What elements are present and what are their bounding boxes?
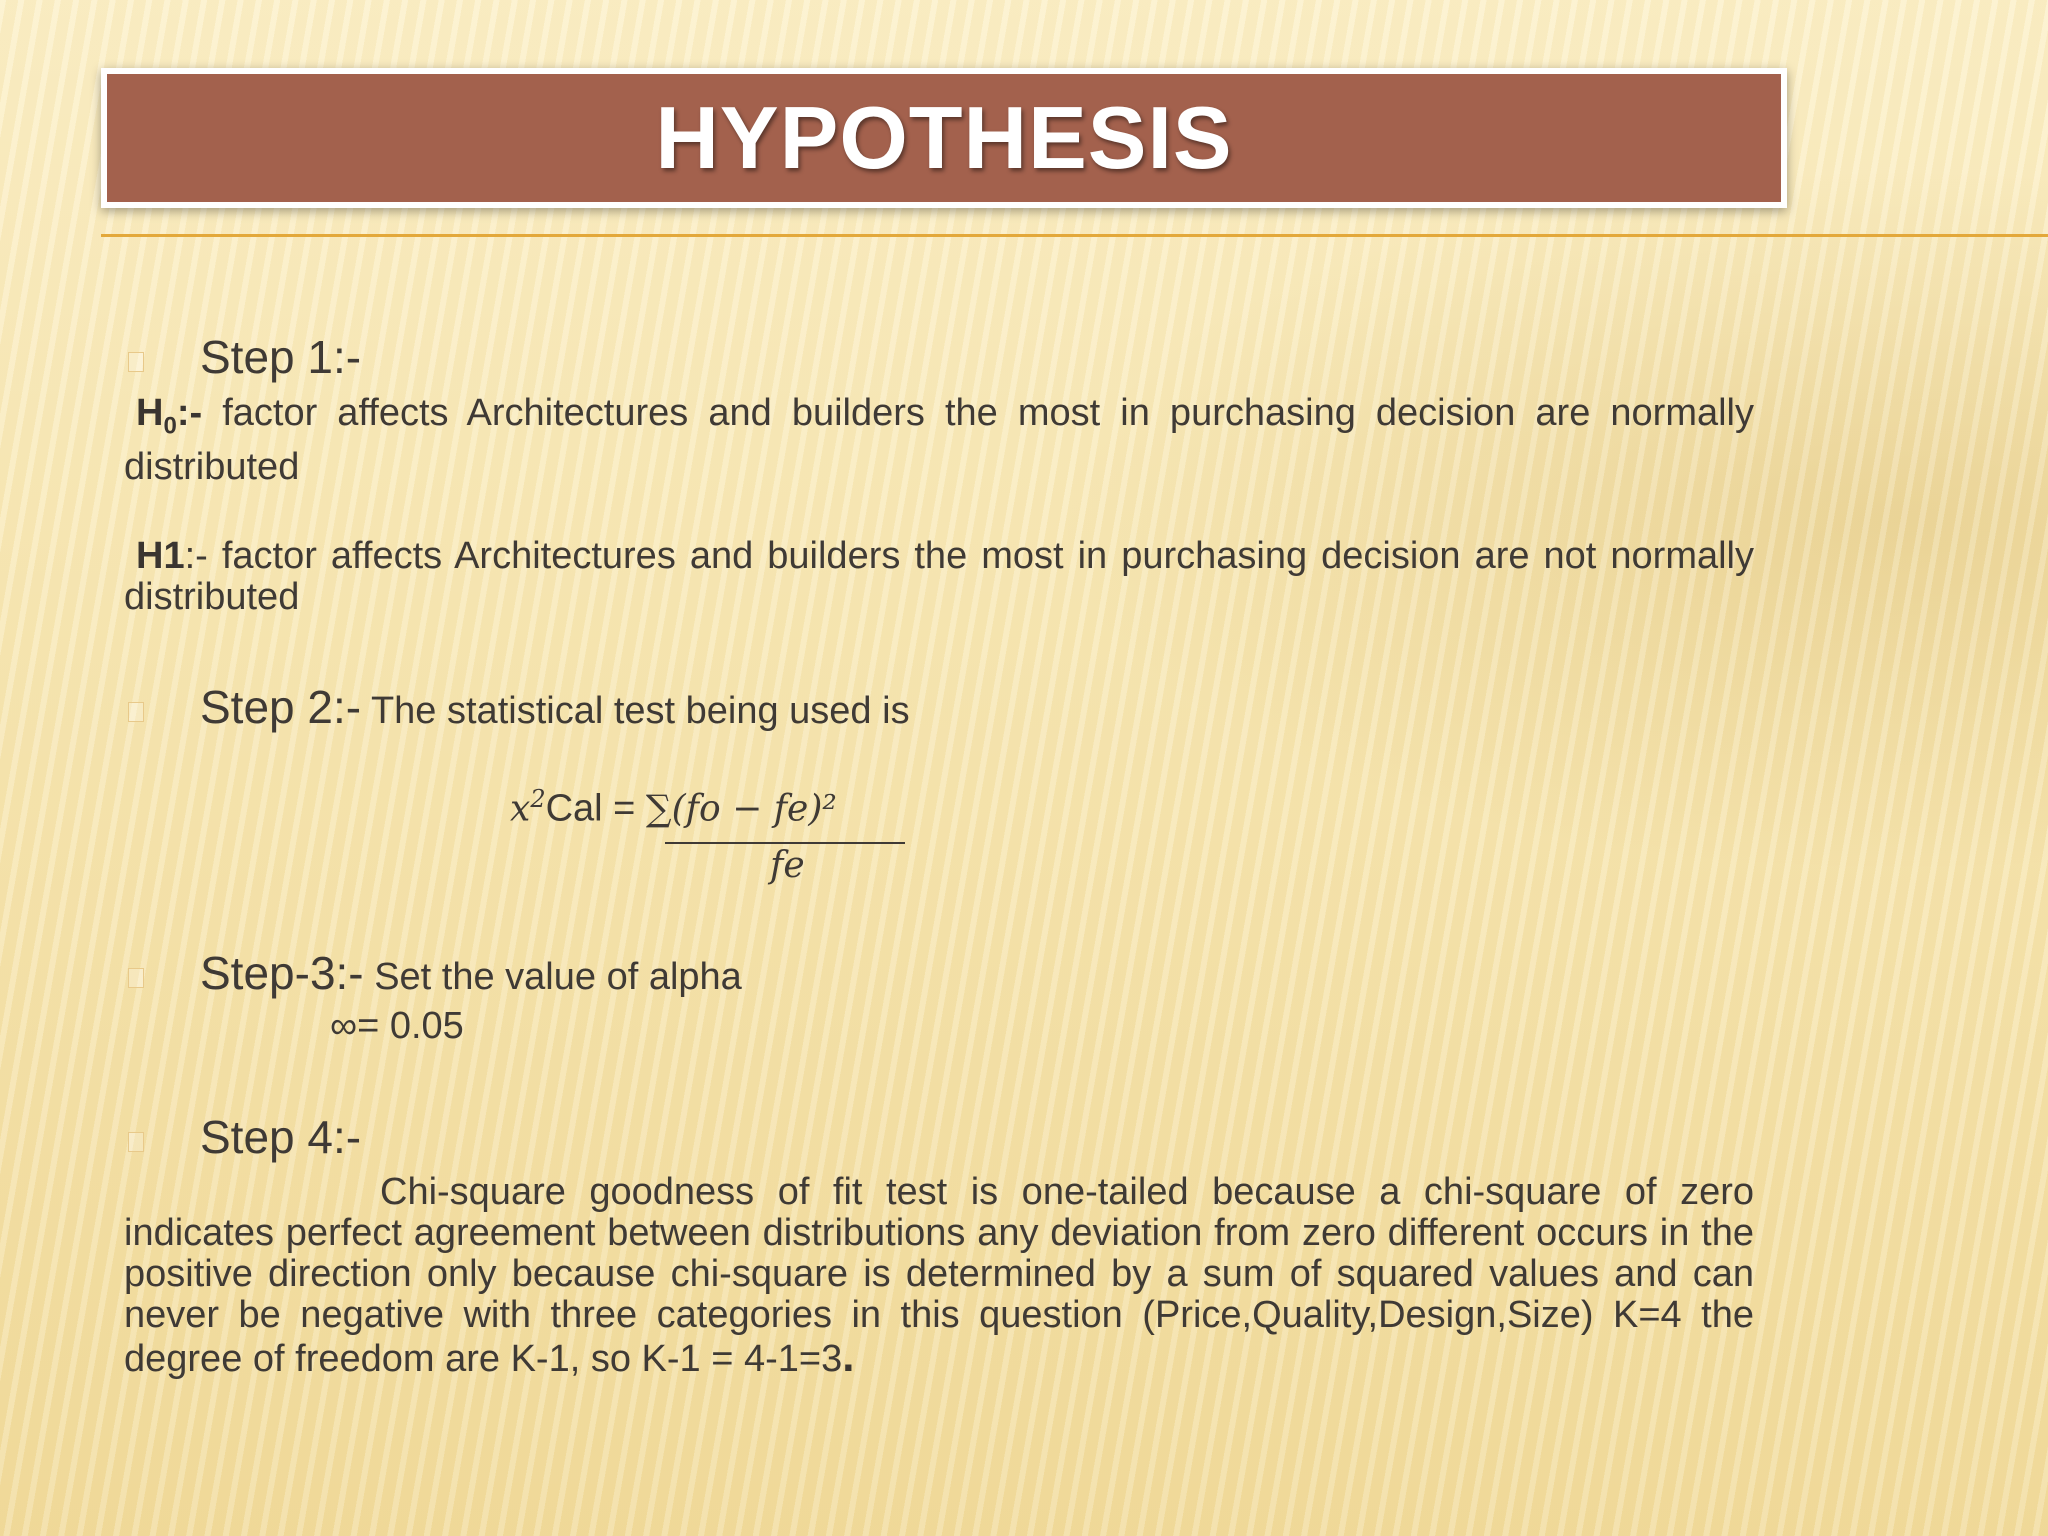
h1-label: H1 [136,535,185,577]
h1-text: :- factor affects Architectures and builders the most in purchasing decision are not normally distributed [124,535,1754,618]
h1-paragraph [124,536,1754,618]
title-divider [101,234,2048,237]
formula-cal: Cal = [545,787,646,830]
step4-end-mark: . [842,1332,855,1381]
h0-separator: :- [176,392,203,434]
step4-heading: Step 4:- [200,1111,362,1163]
formula-lhs-sup: 2 [530,785,546,813]
h0-paragraph [124,393,1754,488]
step2-text: The statistical test being used is [361,690,910,732]
step1-heading: Step 1:- [200,331,362,383]
formula-denominator: 𝑓𝑒 [770,845,805,886]
step3-text: Set the value of alpha [363,956,742,998]
step4-paragraph [124,1172,1754,1380]
h0-text: factor affects Architectures and builders the most in purchasing decision are normally distributed [124,392,1754,488]
bullet-icon [128,702,144,722]
formula-numerator: ∑(𝑓𝑜 − 𝑓𝑒)² [645,788,837,830]
step3-heading: Step-3:- Set the value of alpha [200,947,742,999]
step2-heading: Step 2:- The statistical test being used is [200,681,910,733]
alpha-value: ∞= 0.05 [330,1005,464,1047]
formula-lhs: 𝑥 [510,788,531,830]
fraction-line [665,842,905,844]
bullet-icon [128,352,144,372]
title-banner [101,68,1787,208]
slide-title: HYPOTHESIS [655,88,1233,187]
bullet-icon [128,968,144,988]
bullet-icon [128,1132,144,1152]
h0-label: H [136,392,164,434]
chi-square-formula [510,785,837,831]
h0-subscript: 0 [163,412,177,440]
step4-text: Chi-square goodness of fit test is one-tailed because a chi-square of zero indicates perfect agreement between distributions any deviation from zero different occurs in the positive direction only because chi-square is determined by a sum of squared values and can never be negative with three categories in this question (Price,Quality,Design,Size) K=4 the degree of freedom are K-1, so K-1 = 4-1=3 [124,1171,1754,1380]
